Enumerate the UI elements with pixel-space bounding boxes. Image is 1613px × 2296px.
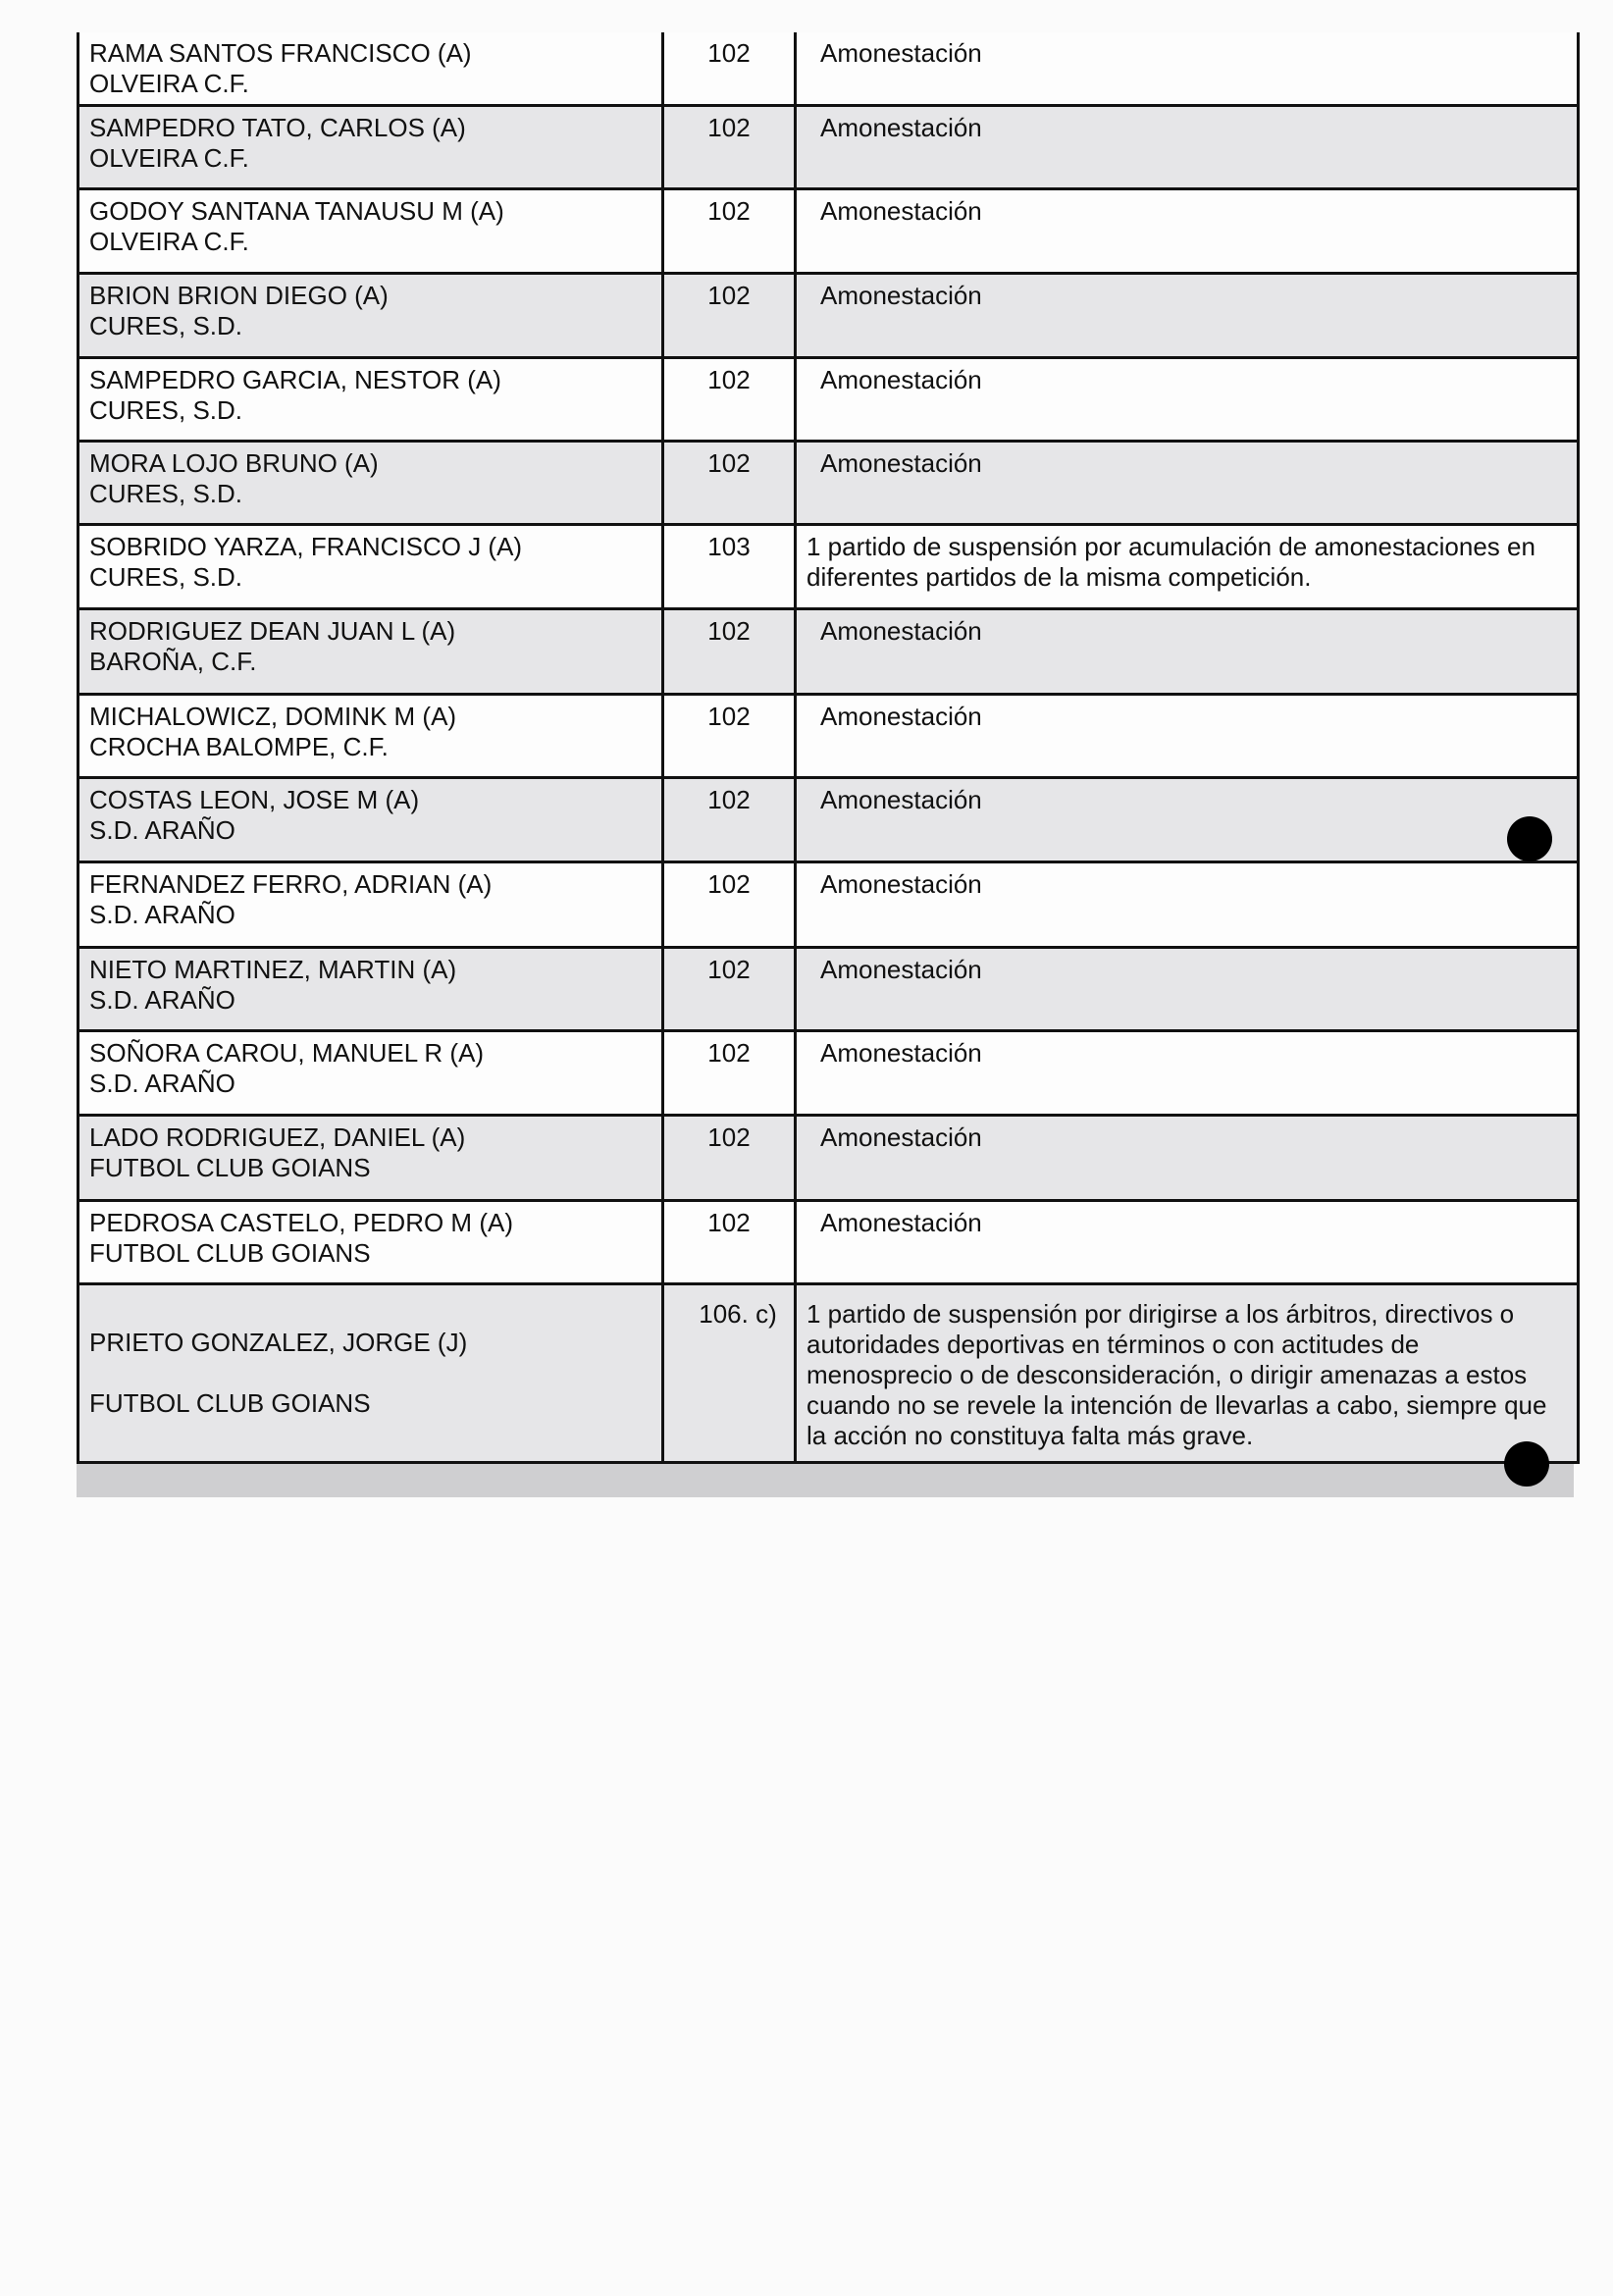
player-name: LADO RODRIGUEZ, DANIEL (A) <box>89 1122 466 1152</box>
table-row <box>79 949 1577 1032</box>
table-row <box>79 359 1577 443</box>
club-name: CURES, S.D. <box>89 479 243 508</box>
player-cell <box>79 443 664 523</box>
punch-hole-mark <box>1504 1441 1549 1487</box>
sanction-cell: Amonestación <box>820 448 982 478</box>
article-cell: 102 <box>664 359 797 440</box>
article-cell: 102 <box>664 949 797 1029</box>
player-name: PEDROSA CASTELO, PEDRO M (A) <box>89 1208 513 1237</box>
player-name: RODRIGUEZ DEAN JUAN L (A) <box>89 616 456 646</box>
table-row <box>79 107 1577 190</box>
table-row <box>79 275 1577 359</box>
sanction-cell: Amonestación <box>820 785 982 814</box>
table-row <box>79 779 1577 863</box>
table-row <box>79 526 1577 610</box>
article-cell: 103 <box>664 526 797 607</box>
player-name: NIETO MARTINEZ, MARTIN (A) <box>89 955 457 984</box>
article-cell: 102 <box>664 1202 797 1282</box>
sanction-cell: Amonestación <box>820 869 982 899</box>
sanction-cell: Amonestación <box>820 702 982 731</box>
table-row <box>79 190 1577 275</box>
punch-hole-mark <box>1507 816 1552 861</box>
club-name: FUTBOL CLUB GOIANS <box>89 1388 371 1418</box>
club-name: OLVEIRA C.F. <box>89 143 249 173</box>
article-cell: 102 <box>664 32 797 104</box>
club-name: CURES, S.D. <box>89 311 243 340</box>
player-cell <box>79 190 664 272</box>
article-cell: 102 <box>664 1032 797 1114</box>
sanction-cell: Amonestación <box>820 616 982 646</box>
player-cell <box>79 526 664 607</box>
player-name: RAMA SANTOS FRANCISCO (A) <box>89 38 472 68</box>
sanction-cell: Amonestación <box>820 38 982 68</box>
club-name: S.D. ARAÑO <box>89 900 235 929</box>
club-name: S.D. ARAÑO <box>89 1069 235 1098</box>
club-name: CURES, S.D. <box>89 562 243 592</box>
player-name: COSTAS LEON, JOSE M (A) <box>89 785 420 814</box>
table-row <box>79 1202 1577 1285</box>
sanction-cell: Amonestación <box>820 1208 982 1237</box>
player-cell <box>79 359 664 440</box>
player-name: SAMPEDRO GARCIA, NESTOR (A) <box>89 365 501 394</box>
player-cell <box>79 1117 664 1199</box>
article-cell: 102 <box>664 443 797 523</box>
sanction-cell: 1 partido de suspensión por dirigirse a los árbitros, directivos o autoridades deportivas en términos o con actitudes de menosprecio o de desconsideración, o dirigir amenazas a estos cuando no se revele la intención de llevarlas a cabo, siempre que la acción no constituya falta más grave. <box>806 1299 1547 1450</box>
table-footer-band <box>77 1464 1574 1497</box>
article-cell: 102 <box>664 610 797 693</box>
player-cell <box>79 696 664 776</box>
club-name: CURES, S.D. <box>89 395 243 425</box>
table-row <box>79 610 1577 696</box>
sanctions-table <box>77 32 1580 1464</box>
table-row <box>79 1032 1577 1117</box>
player-name: SOÑORA CAROU, MANUEL R (A) <box>89 1038 485 1068</box>
player-cell <box>79 949 664 1029</box>
sanction-cell: Amonestación <box>820 1038 982 1068</box>
article-cell: 102 <box>664 275 797 356</box>
club-name: S.D. ARAÑO <box>89 985 235 1015</box>
club-name: CROCHA BALOMPE, C.F. <box>89 732 389 761</box>
player-name: BRION BRION DIEGO (A) <box>89 281 389 310</box>
player-cell <box>79 779 664 861</box>
player-name: SAMPEDRO TATO, CARLOS (A) <box>89 113 466 142</box>
table-row <box>79 443 1577 526</box>
table-row <box>79 863 1577 949</box>
player-cell <box>79 1285 664 1461</box>
player-cell <box>79 32 664 104</box>
sanction-cell: Amonestación <box>820 1122 982 1152</box>
article-cell: 102 <box>664 779 797 861</box>
table-row <box>79 32 1577 107</box>
table-row <box>79 1285 1577 1464</box>
club-name: BAROÑA, C.F. <box>89 647 257 676</box>
player-cell <box>79 1032 664 1114</box>
club-name: FUTBOL CLUB GOIANS <box>89 1238 371 1268</box>
club-name: FUTBOL CLUB GOIANS <box>89 1153 371 1182</box>
sanction-cell: Amonestación <box>820 196 982 226</box>
table-row <box>79 1117 1577 1202</box>
table-row <box>79 696 1577 779</box>
player-name: PRIETO GONZALEZ, JORGE (J) <box>89 1328 468 1357</box>
article-cell: 102 <box>664 696 797 776</box>
club-name: OLVEIRA C.F. <box>89 227 249 256</box>
player-cell <box>79 610 664 693</box>
player-cell <box>79 1202 664 1282</box>
article-cell: 102 <box>664 190 797 272</box>
club-name: S.D. ARAÑO <box>89 815 235 845</box>
player-name: MICHALOWICZ, DOMINK M (A) <box>89 702 457 731</box>
player-cell <box>79 863 664 946</box>
sanction-cell: Amonestación <box>820 113 982 142</box>
club-name: OLVEIRA C.F. <box>89 69 249 98</box>
article-cell: 106. c) <box>664 1285 797 1461</box>
sanction-cell: Amonestación <box>820 281 982 310</box>
article-cell: 102 <box>664 1117 797 1199</box>
sanction-cell: Amonestación <box>820 955 982 984</box>
player-name: MORA LOJO BRUNO (A) <box>89 448 379 478</box>
article-cell: 102 <box>664 863 797 946</box>
sanction-cell: 1 partido de suspensión por acumulación de amonestaciones en diferentes partidos de la misma competición. <box>806 532 1535 592</box>
player-cell <box>79 107 664 187</box>
player-cell <box>79 275 664 356</box>
sanction-cell: Amonestación <box>820 365 982 394</box>
article-cell: 102 <box>664 107 797 187</box>
player-name: FERNANDEZ FERRO, ADRIAN (A) <box>89 869 493 899</box>
player-name: SOBRIDO YARZA, FRANCISCO J (A) <box>89 532 523 561</box>
player-name: GODOY SANTANA TANAUSU M (A) <box>89 196 504 226</box>
